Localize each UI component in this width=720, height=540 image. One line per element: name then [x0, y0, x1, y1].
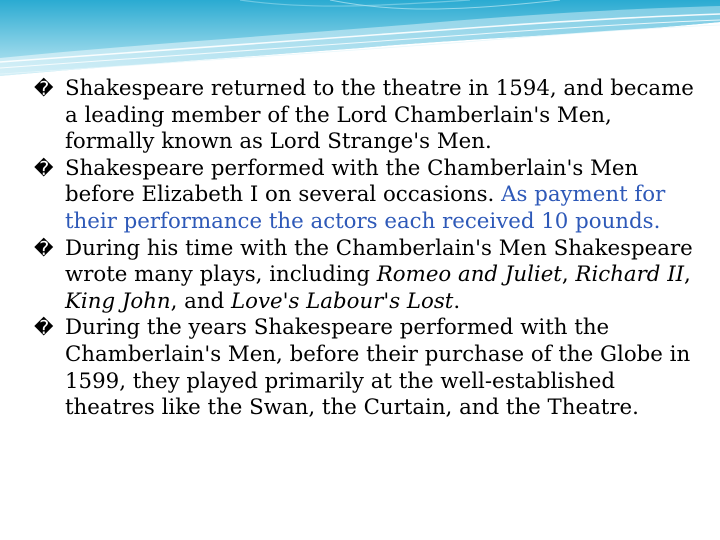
paragraph-text: During the years Shakespeare performed with the Chamberlain's Men, before their purchase of the Globe in 1599, they played primarily at the well-established theatres like the Swan, the Curtain, and the Theatre.: [65, 315, 691, 421]
paragraph-text: Shakespeare performed with the Chamberlain's Men before Elizabeth I on several occasions.: [65, 155, 639, 208]
replacement-character-icon: �: [34, 78, 54, 100]
replacement-character-icon: �: [34, 237, 54, 260]
separator-text: , and: [170, 288, 231, 314]
list-item: [34, 236, 694, 316]
paragraph-text: During his time with the Chamberlain's Men Shakespeare wrote many plays, including: [65, 235, 693, 288]
replacement-character-icon: �: [34, 317, 54, 340]
separator-text: ,: [684, 262, 691, 288]
paragraph-text: Shakespeare returned to the theatre in 1594, and became a leading member of the Lord Chamberlain's Men, formally known as Lord Strange's Men.: [65, 76, 694, 155]
replacement-character-icon: �: [34, 157, 54, 180]
play-title: Romeo and Juliet: [376, 262, 562, 288]
highlighted-text: As payment for their performance the actors each received 10 pounds.: [65, 182, 666, 234]
separator-text: .: [453, 288, 461, 314]
play-title: Richard II: [575, 262, 685, 288]
list-item: [34, 315, 694, 421]
play-title: King John: [65, 288, 171, 314]
bullet-list: [34, 76, 694, 422]
list-item: [34, 76, 694, 156]
separator-text: ,: [561, 262, 576, 288]
play-title: Love's Labour's Lost: [231, 288, 454, 314]
list-item: [34, 156, 694, 236]
